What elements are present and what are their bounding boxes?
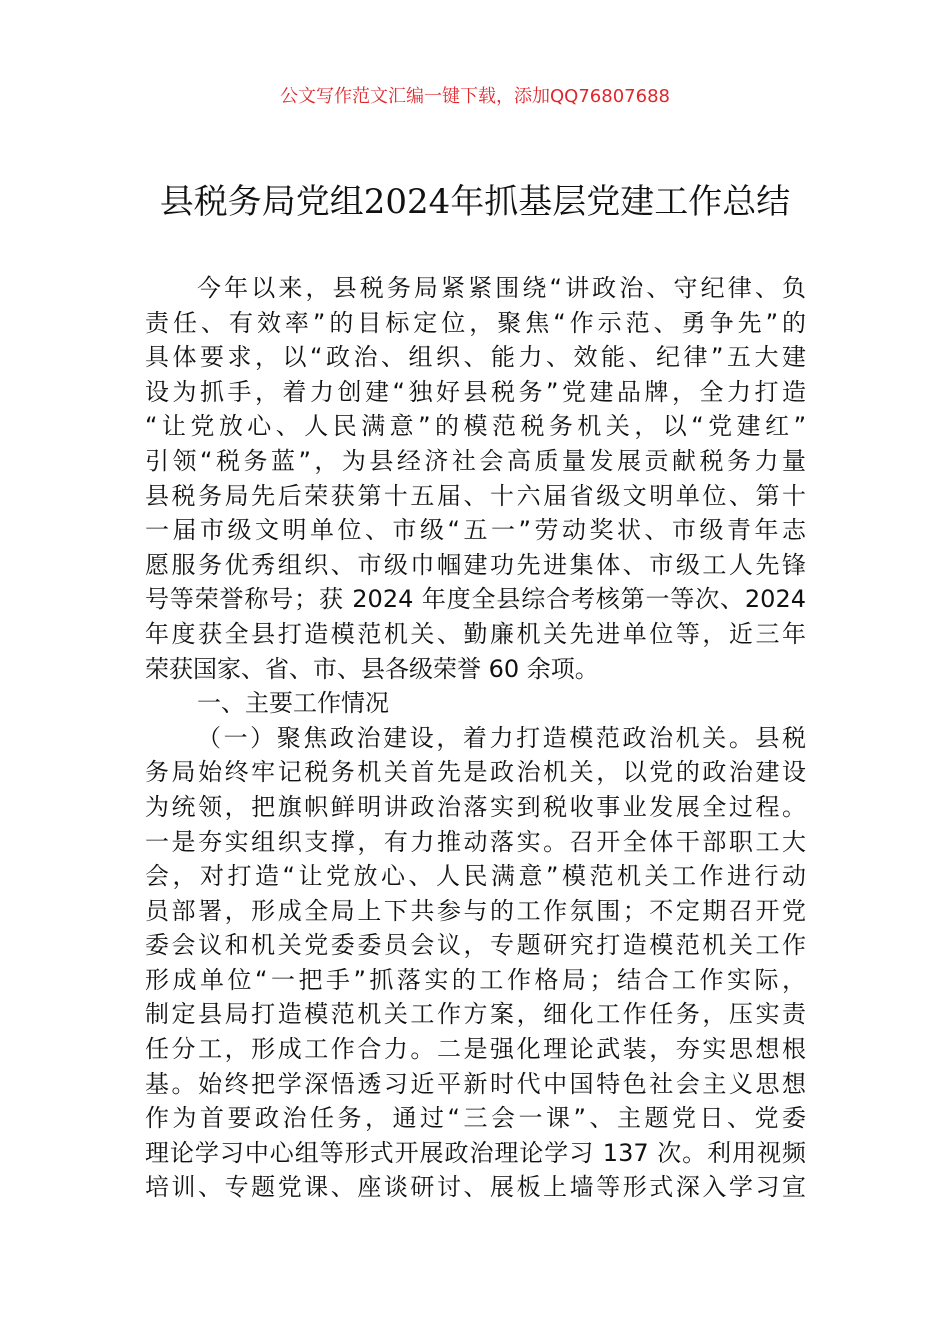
body-text-line: （一）聚焦政治建设，着力打造模范政治机关。县税 [197,723,806,752]
document-title: 县税务局党组2024年抓基层党建工作总结 [159,182,791,222]
body-text-line: 作为首要政治任务，通过“三会一课”、主题党日、党委 [145,1104,806,1133]
body-text-line: 基。始终把学深悟透习近平新时代中国特色社会主义思想 [145,1069,806,1098]
body-text-line: “让党放心、人民满意”的模范税务机关，以“党建红” [145,412,806,441]
body-text-line: 引领“税务蓝”，为县经济社会高质量发展贡献税务力量 [145,446,806,475]
body-text-line: 委会议和机关党委委员会议，专题研究打造模范机关工作 [145,931,806,960]
body-text-line: 责任、有效率”的目标定位，聚焦“作示范、勇争先”的 [145,308,806,337]
document-body [145,271,806,1205]
body-text-line: 具体要求，以“政治、组织、能力、效能、纪律”五大建 [145,343,806,372]
body-text-line: 任分工，形成工作合力。二是强化理论武装，夯实思想根 [145,1035,806,1064]
section-heading: 一、主要工作情况 [197,689,389,718]
watermark-download-notice: 公文写作范文汇编一键下载，添加QQ76807688 [280,86,670,107]
body-text-line: 年度获全县打造模范机关、勤廉机关先进单位等，近三年 [145,619,806,648]
body-text-line: 一届市级文明单位、市级“五一”劳动奖状、市级青年志 [145,516,806,545]
body-text-line: 一是夯实组织支撑，有力推动落实。召开全体干部职工大 [145,827,806,856]
body-text-line: 设为抓手，着力创建“独好县税务”党建品牌，全力打造 [145,377,806,406]
body-text-line: 今年以来，县税务局紧紧围绕“讲政治、守纪律、负 [197,274,806,302]
body-text-line: 培训、专题党课、座谈研讨、展板上墙等形式深入学习宣 [145,1173,806,1202]
body-text-line: 制定县局打造模范机关工作方案，细化工作任务，压实责 [145,1000,806,1029]
body-text-line: 形成单位“一把手”抓落实的工作格局；结合工作实际， [145,965,806,994]
body-text-line: 号等荣誉称号；获 2024 年度全县综合考核第一等次、2024 [145,585,806,614]
body-text-line: 荣获国家、省、市、县各级荣誉 60 余项。 [145,654,599,683]
body-text-line: 县税务局先后荣获第十五届、十六届省级文明单位、第十 [145,481,806,510]
body-text-line: 会，对打造“让党放心、人民满意”模范机关工作进行动 [145,862,806,891]
body-text-line: 愿服务优秀组织、市级巾帼建功先进集体、市级工人先锋 [145,550,806,579]
body-text-line: 务局始终牢记税务机关首先是政治机关，以党的政治建设 [145,758,806,787]
body-text-line: 为统领，把旗帜鲜明讲政治落实到税收事业发展全过程。 [145,792,806,821]
body-text-line: 员部署，形成全局上下共参与的工作氛围；不定期召开党 [145,896,806,925]
body-text-line: 理论学习中心组等形式开展政治理论学习 137 次。利用视频 [145,1138,806,1167]
